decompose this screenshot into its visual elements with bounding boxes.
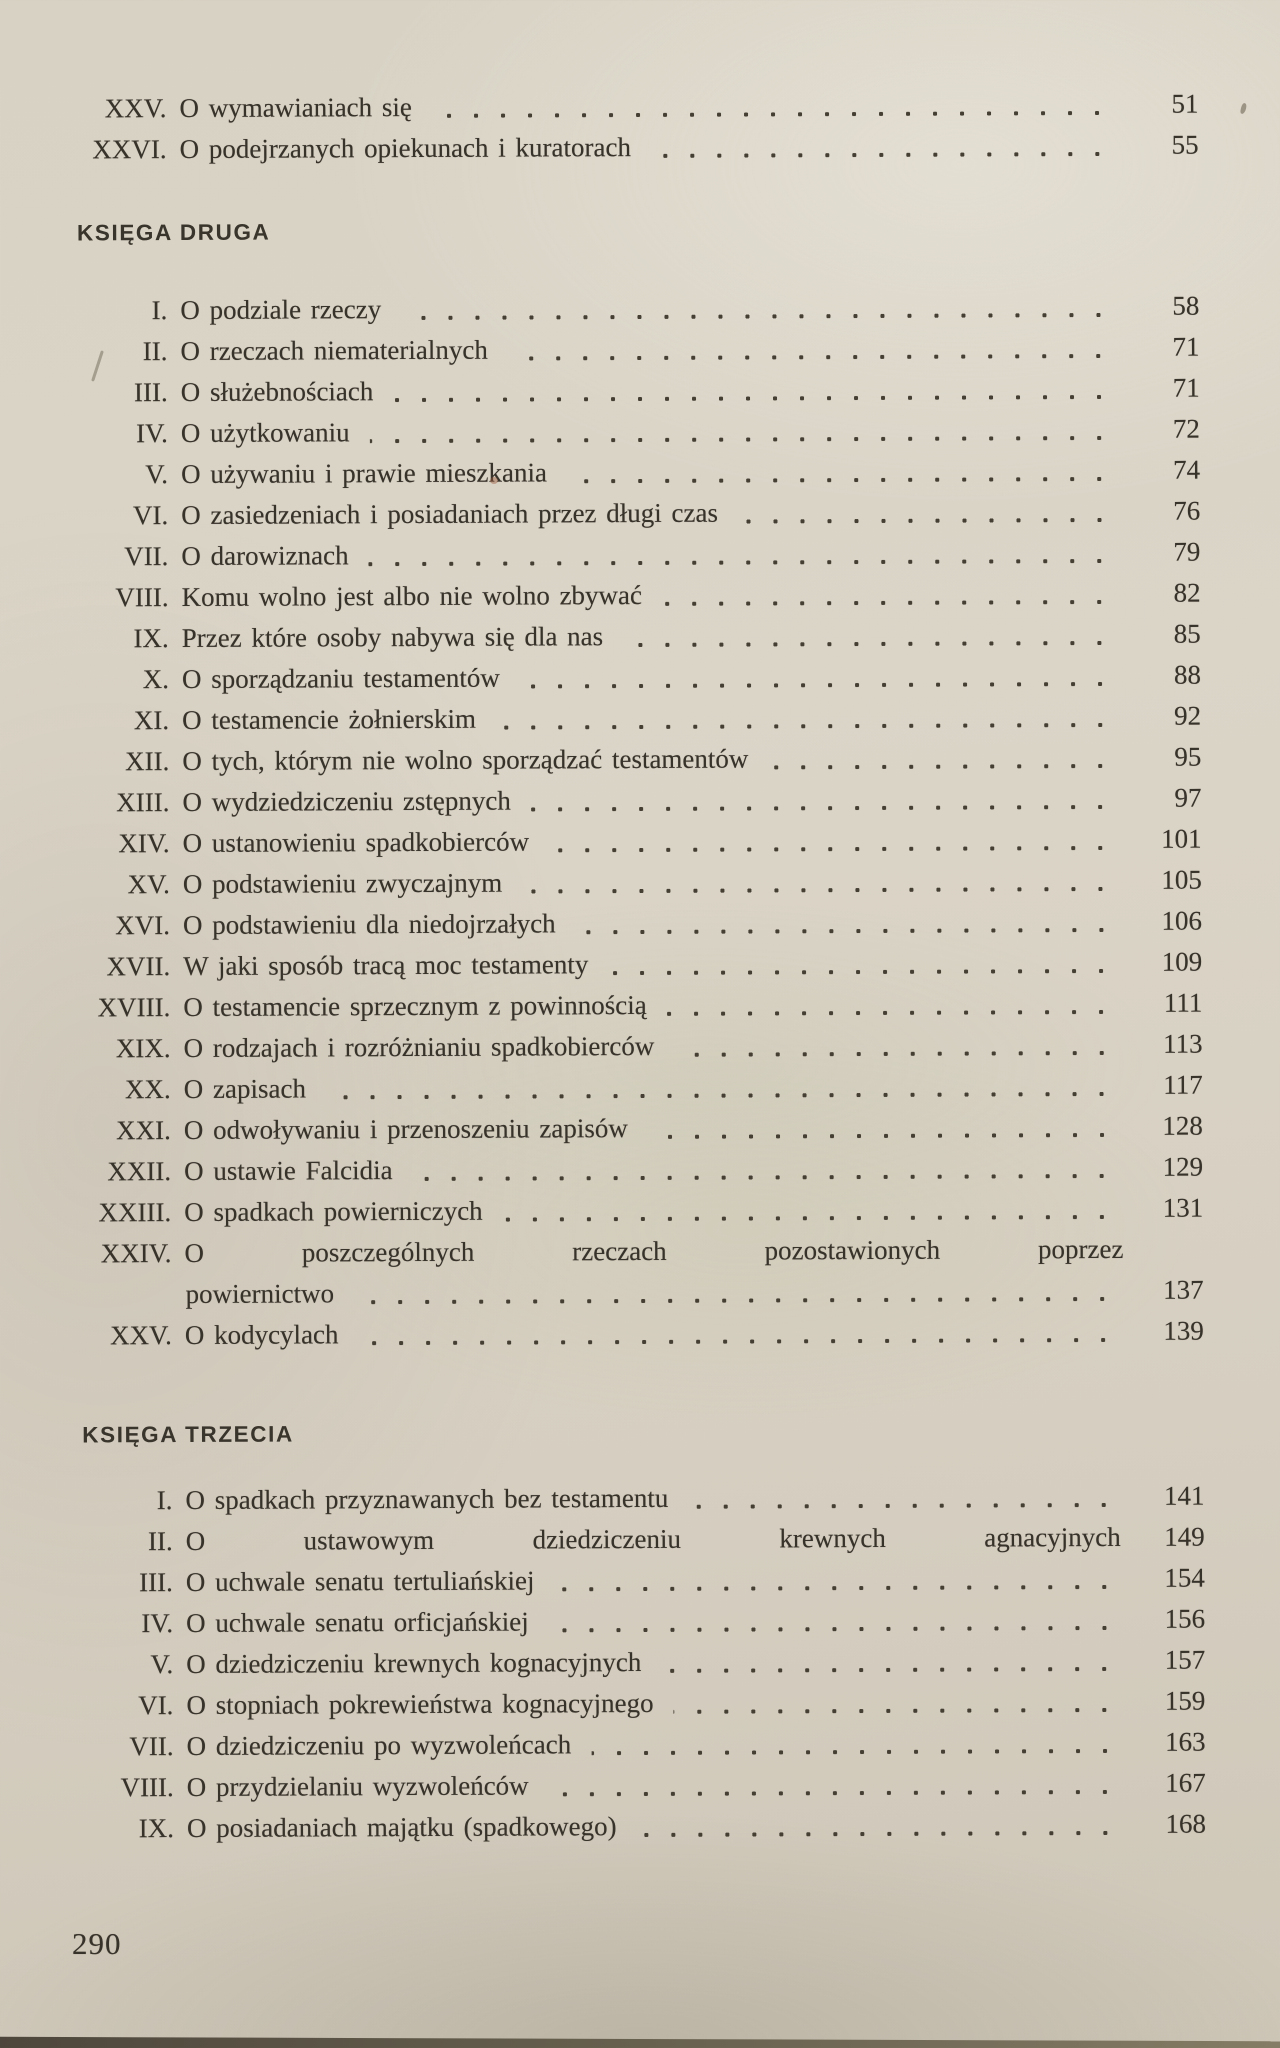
chapter-title: W jaki sposób tracą moc testamenty xyxy=(183,949,589,981)
page-number: 51 xyxy=(1171,88,1199,119)
toc-entry xyxy=(41,1517,1205,1563)
dot-leader xyxy=(496,721,1123,732)
toc-entry xyxy=(37,778,1201,824)
chapter-title: O wydziedziczeniu zstępnych xyxy=(182,785,511,817)
toc-entry xyxy=(36,368,1200,414)
chapter-numeral: XX. xyxy=(124,1074,171,1105)
chapter-numeral: XI. xyxy=(133,705,170,736)
dot-leader xyxy=(508,352,1122,363)
dot-leader xyxy=(354,1295,1126,1306)
chapter-title: O stopniach pokrewieństwa kognacyjnego xyxy=(186,1687,654,1720)
dot-leader xyxy=(623,639,1123,649)
page-number: 71 xyxy=(1172,331,1200,362)
chapter-numeral: XVIII. xyxy=(97,992,171,1023)
chapter-numeral: VI. xyxy=(132,500,169,531)
page-number: 141 xyxy=(1163,1480,1205,1511)
page-number: 58 xyxy=(1172,290,1200,321)
chapter-title: O podziale rzeczy xyxy=(180,294,382,325)
chapter-numeral: XXI. xyxy=(116,1115,171,1146)
chapter-numeral: III. xyxy=(139,1567,173,1598)
toc-entry xyxy=(38,901,1202,947)
chapter-numeral: XVII. xyxy=(106,951,171,982)
dot-leader xyxy=(359,1336,1126,1347)
toc-entry xyxy=(42,1804,1206,1850)
toc-entry xyxy=(41,1640,1205,1686)
chapter-title: O poszczególnych rzeczach pozostawionych poprzez xyxy=(184,1233,1124,1268)
toc-section xyxy=(35,216,1204,1357)
page-number: 95 xyxy=(1174,741,1202,772)
toc-entry xyxy=(42,1763,1206,1809)
chapter-numeral: I. xyxy=(151,295,168,326)
page-number: 131 xyxy=(1162,1192,1204,1223)
chapter-title: O spadkach powierniczych xyxy=(184,1195,483,1227)
toc-entry xyxy=(39,1188,1203,1234)
page-number: 113 xyxy=(1162,1028,1203,1059)
page-number: 128 xyxy=(1162,1110,1203,1141)
dot-leader xyxy=(576,926,1124,936)
chapter-title: O podstawieniu zwyczajnym xyxy=(182,867,503,899)
toc-entry xyxy=(38,860,1202,906)
dot-leader xyxy=(549,1788,1128,1799)
page-number: 163 xyxy=(1165,1726,1206,1757)
chapter-numeral: XIX. xyxy=(115,1033,171,1064)
chapter-title: O dziedziczeniu po wyzwoleńcach xyxy=(186,1729,572,1761)
chapter-title: O darowiznach xyxy=(181,540,349,571)
dot-leader xyxy=(432,109,1121,120)
chapter-numeral: XXIV. xyxy=(100,1238,172,1269)
dot-leader xyxy=(667,1008,1125,1018)
chapter-numeral: IV. xyxy=(141,1608,174,1639)
chapter-title: O zapisach xyxy=(183,1073,306,1104)
page-number: 167 xyxy=(1165,1767,1206,1798)
toc-section xyxy=(34,84,1198,171)
toc-entry xyxy=(37,696,1201,742)
dot-leader xyxy=(401,311,1121,322)
chapter-numeral: II. xyxy=(147,1526,173,1557)
toc-entry xyxy=(39,1147,1203,1193)
chapter-title: Przez które osoby nabywa się dla nas xyxy=(181,621,604,653)
chapter-title: O rzeczach niematerialnych xyxy=(180,334,488,366)
dot-leader xyxy=(413,1172,1126,1183)
chapter-title: O służebnościach xyxy=(180,376,374,407)
toc-entry xyxy=(37,655,1201,701)
toc-entry xyxy=(40,1311,1204,1357)
dot-leader xyxy=(768,762,1123,772)
page-number: 76 xyxy=(1173,495,1201,526)
page-number: 92 xyxy=(1174,700,1202,731)
toc-entry xyxy=(34,84,1198,130)
toc-section xyxy=(40,1418,1206,1850)
chapter-numeral: X. xyxy=(142,664,169,695)
page-number: 71 xyxy=(1172,372,1200,403)
chapter-numeral: II. xyxy=(142,336,168,367)
chapter-numeral: VII. xyxy=(124,541,169,572)
page-number: 72 xyxy=(1172,413,1200,444)
toc-entry xyxy=(37,614,1201,660)
chapter-numeral: XIII. xyxy=(116,787,170,818)
toc-entry xyxy=(41,1599,1205,1645)
chapter-title: O tych, którym nie wolno sporządzać testamentów xyxy=(182,743,749,776)
chapter-numeral: XV. xyxy=(127,869,170,900)
chapter-title: O uchwale senatu tertuliańskiej xyxy=(185,1565,535,1597)
dot-leader xyxy=(648,1131,1125,1141)
toc-entry xyxy=(41,1558,1205,1604)
toc-entry xyxy=(37,737,1201,783)
chapter-title: O kodycylach xyxy=(184,1319,339,1350)
chapter-title: O wymawianiach się xyxy=(179,91,412,124)
chapter-numeral: IX. xyxy=(133,623,169,654)
chapter-title: O podstawieniu dla niedojrzałych xyxy=(182,908,556,940)
dot-leader xyxy=(674,1049,1124,1059)
dot-leader xyxy=(637,1829,1128,1839)
chapter-numeral: V. xyxy=(145,459,169,490)
dot-leader xyxy=(661,1665,1127,1675)
page-number: 117 xyxy=(1163,1069,1203,1100)
chapter-title: O ustanowieniu spadkobierców xyxy=(182,826,530,858)
chapter-title: O przydzielaniu wyzwoleńców xyxy=(186,1770,529,1802)
chapter-title: O testamencie żołnierskim xyxy=(182,703,477,735)
dot-leader xyxy=(369,557,1123,568)
dot-leader xyxy=(370,434,1122,445)
dot-leader xyxy=(549,1624,1127,1635)
page-number: 129 xyxy=(1162,1151,1204,1182)
page-number: 74 xyxy=(1172,454,1201,485)
dot-leader xyxy=(688,1501,1126,1511)
page-number: 105 xyxy=(1161,864,1202,895)
dot-leader xyxy=(522,885,1124,896)
photo-bottom-edge xyxy=(0,2033,1280,2048)
chapter-title: O dziedziczeniu krewnych kognacyjnych xyxy=(186,1647,642,1679)
dot-leader xyxy=(662,598,1123,608)
chapter-numeral: XIV. xyxy=(118,828,170,859)
toc-entry xyxy=(38,819,1202,865)
toc-entry xyxy=(41,1681,1205,1727)
dot-leader xyxy=(326,1090,1125,1101)
toc-entry xyxy=(36,573,1200,619)
chapter-numeral: III. xyxy=(133,377,168,408)
chapter-numeral: XXII. xyxy=(107,1156,172,1187)
dot-leader xyxy=(393,393,1121,404)
page-number: 106 xyxy=(1161,905,1203,936)
toc-entry xyxy=(39,1065,1203,1111)
dot-leader xyxy=(591,1747,1127,1757)
chapter-title: O spadkach przyznawanych bez testamentu xyxy=(185,1482,669,1515)
chapter-numeral: XII. xyxy=(124,746,170,777)
dot-leader xyxy=(520,680,1123,691)
page-number: 159 xyxy=(1164,1685,1206,1716)
chapter-numeral: XVI. xyxy=(115,910,171,941)
chapter-title: O testamencie sprzecznym z powinnością xyxy=(183,989,647,1022)
toc-entry xyxy=(38,1024,1202,1070)
page-number: 168 xyxy=(1165,1808,1206,1839)
chapter-numeral: XXIII. xyxy=(98,1197,172,1228)
chapter-title: O odwoływaniu i przenoszeniu zapisów xyxy=(183,1113,628,1145)
dot-leader xyxy=(503,1213,1126,1224)
page-number: 97 xyxy=(1174,782,1202,813)
page-number: 137 xyxy=(1163,1274,1204,1305)
page-number: 85 xyxy=(1173,618,1201,649)
toc-entry xyxy=(41,1722,1205,1768)
chapter-numeral: VIII. xyxy=(120,1772,174,1803)
toc-entry xyxy=(36,450,1200,496)
dot-leader xyxy=(555,1583,1127,1593)
book-heading: KSIĘGA DRUGA xyxy=(76,219,271,246)
toc-entry xyxy=(35,125,1199,171)
dot-leader xyxy=(674,1706,1128,1716)
dot-leader xyxy=(651,150,1121,160)
dot-leader xyxy=(567,475,1122,485)
page-number: 149 xyxy=(1164,1521,1205,1552)
chapter-title: Komu wolno jest albo nie wolno zbywać xyxy=(181,579,643,612)
chapter-title: O uchwale senatu orficjańskiej xyxy=(185,1606,529,1638)
page-number: 101 xyxy=(1161,823,1202,854)
chapter-numeral: VI. xyxy=(138,1690,174,1721)
page-number: 139 xyxy=(1163,1315,1204,1346)
toc-entry xyxy=(39,1106,1203,1152)
page-number: 88 xyxy=(1173,659,1201,690)
toc-entry xyxy=(35,327,1199,373)
chapter-title: O zasiedzeniach i posiadaniach przez długi czas xyxy=(181,497,719,530)
chapter-title: O ustawie Falcidia xyxy=(184,1155,393,1186)
dot-leader xyxy=(738,516,1122,526)
chapter-numeral: IX. xyxy=(138,1813,175,1844)
page-number: 82 xyxy=(1173,577,1201,608)
dot-leader xyxy=(608,967,1124,977)
toc-entry xyxy=(40,1476,1204,1522)
chapter-numeral: V. xyxy=(150,1649,174,1680)
toc-entry xyxy=(38,983,1202,1029)
toc-entry xyxy=(35,286,1199,332)
page-number: 157 xyxy=(1164,1644,1206,1675)
toc-entry xyxy=(39,1229,1203,1275)
chapter-numeral: XXV. xyxy=(104,93,167,124)
page-number: 111 xyxy=(1163,987,1203,1018)
page-number: 79 xyxy=(1173,536,1201,567)
chapter-title-continuation: powiernictwo xyxy=(185,1278,335,1309)
chapter-title: O używaniu i prawie mieszkania xyxy=(180,457,547,489)
toc-entry xyxy=(38,942,1202,988)
toc-entry xyxy=(36,491,1200,537)
toc-entry xyxy=(36,532,1200,578)
chapter-numeral: XXV. xyxy=(109,1320,172,1351)
chapter-numeral: I. xyxy=(156,1485,173,1516)
chapter-numeral: VIII. xyxy=(115,582,169,613)
page-number: 154 xyxy=(1164,1562,1205,1593)
dot-leader xyxy=(549,844,1124,855)
chapter-title: O sporządzaniu testamentów xyxy=(181,662,500,694)
folio-page-number: 290 xyxy=(72,1926,122,1961)
chapter-numeral: IV. xyxy=(136,418,168,449)
toc-entry-continuation xyxy=(40,1270,1204,1316)
page-number: 109 xyxy=(1161,946,1203,977)
page-number: 156 xyxy=(1164,1603,1206,1634)
chapter-title: O posiadaniach majątku (spadkowego) xyxy=(186,1811,617,1843)
book-heading: KSIĘGA TRZECIA xyxy=(82,1421,294,1448)
chapter-numeral: XXVI. xyxy=(92,134,167,165)
chapter-title: O użytkowaniu xyxy=(180,417,350,448)
chapter-numeral: VII. xyxy=(129,1731,174,1762)
toc-entry xyxy=(36,409,1200,455)
dot-leader xyxy=(531,803,1124,814)
chapter-title: O rodzajach i rozróżnianiu spadkobierców xyxy=(183,1030,655,1063)
chapter-title: O ustawowym dziedziczeniu krewnych agnacyjnych xyxy=(185,1521,1121,1556)
chapter-title: O podejrzanych opiekunach i kuratorach xyxy=(179,132,632,165)
page-number: 55 xyxy=(1171,129,1199,160)
